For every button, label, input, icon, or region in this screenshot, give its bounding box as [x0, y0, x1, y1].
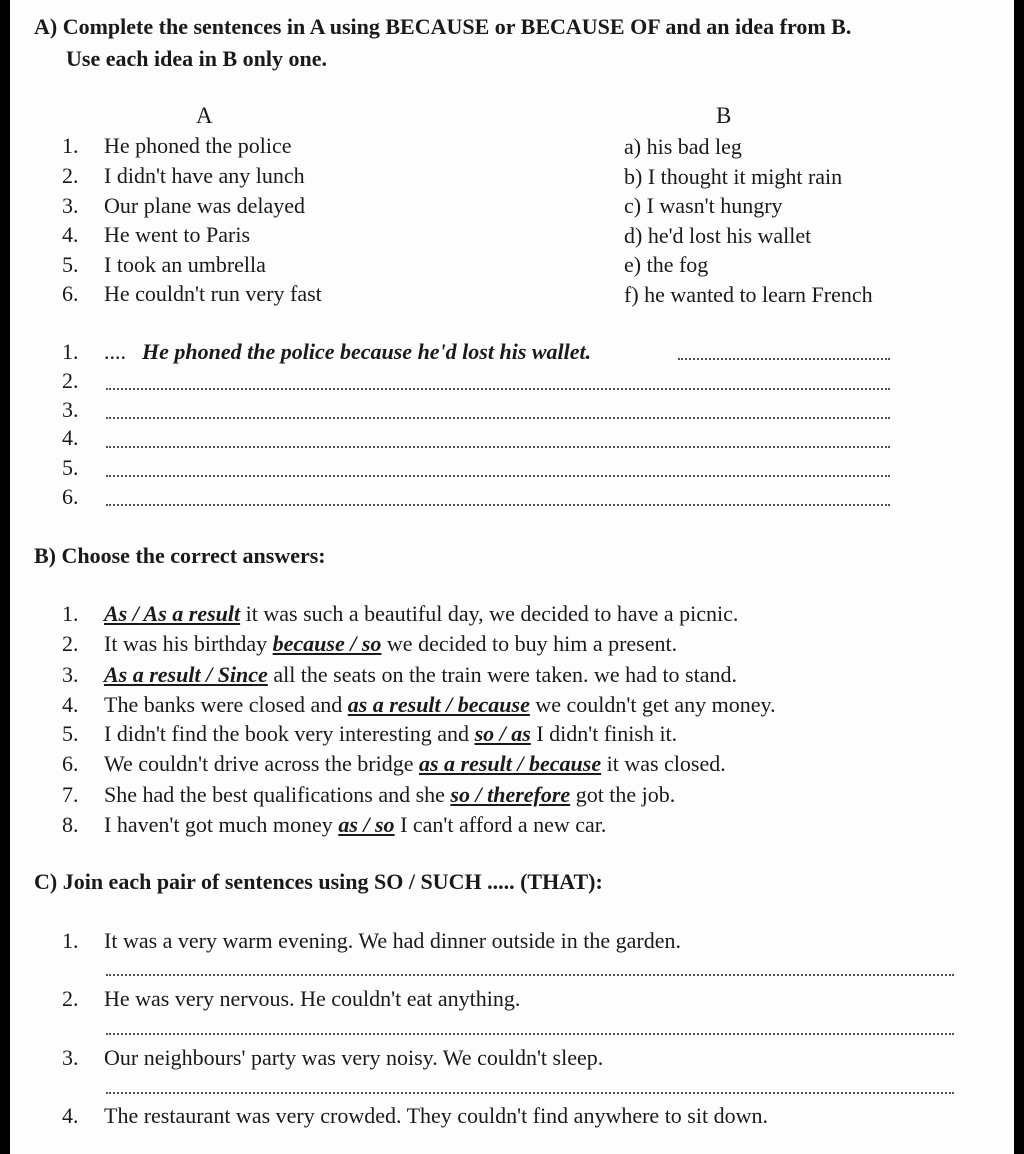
list-a-item: 6. He couldn't run very fast	[62, 281, 322, 306]
worksheet	[10, 0, 1014, 1154]
answer-line[interactable]	[106, 504, 890, 506]
join-item: 1. It was a very warm evening. We had dinner outside in the garden.	[62, 928, 681, 953]
answer-line[interactable]	[106, 1092, 954, 1094]
choice-item: 5. I didn't find the book very interesting and so / as I didn't finish it.	[62, 721, 678, 746]
list-b-item: d) he'd lost his wallet	[624, 223, 812, 248]
list-a-item: 3. Our plane was delayed	[62, 193, 305, 218]
choice-options[interactable]: as a result / because	[418, 751, 602, 776]
choice-item: 7. She had the best qualifications and she so / therefore got the job.	[62, 782, 676, 807]
answer-number: 3.	[62, 397, 79, 422]
answer-line[interactable]	[106, 1033, 954, 1035]
answer-line[interactable]	[106, 475, 890, 477]
answer-number: 6.	[62, 484, 79, 509]
answer-number: 4.	[62, 425, 79, 450]
answer-line[interactable]	[678, 358, 890, 360]
choice-options[interactable]: As / As a result	[104, 601, 241, 626]
column-b-label: B	[716, 103, 732, 128]
answer-number: 1.	[62, 339, 79, 364]
answer-line[interactable]	[106, 974, 954, 976]
choice-options[interactable]: so / therefore	[450, 782, 571, 807]
section-c-heading: C) Join each pair of sentences using SO / SUCH ..... (THAT):	[34, 869, 603, 894]
list-b-item: b) I thought it might rain	[624, 164, 843, 189]
answer-prefix: ....	[104, 339, 126, 364]
answer-line[interactable]	[106, 388, 890, 390]
choice-options[interactable]: as / so	[338, 812, 395, 837]
list-b-item: c) I wasn't hungry	[624, 193, 783, 218]
choice-item: 3. As a result / Since all the seats on the train were taken. we had to stand.	[62, 662, 737, 687]
answer-number: 2.	[62, 368, 79, 393]
choice-options[interactable]: as a result / because	[347, 692, 530, 717]
list-b-item: a) his bad leg	[624, 134, 742, 159]
section-a-subheading: Use each idea in B only one.	[66, 46, 327, 71]
choice-item: 1. As / As a result it was such a beautiful day, we decided to have a picnic.	[62, 601, 739, 626]
choice-options[interactable]: As a result / Since	[104, 662, 268, 687]
answer-line[interactable]	[106, 446, 890, 448]
choice-item: 2. It was his birthday because / so we decided to buy him a present.	[62, 631, 678, 656]
join-item: 3. Our neighbours' party was very noisy. We couldn't sleep.	[62, 1045, 604, 1070]
section-a-heading: A) Complete the sentences in A using BECAUSE or BECAUSE OF and an idea from B.	[34, 14, 852, 39]
answer-line[interactable]	[106, 417, 890, 419]
join-item: 2. He was very nervous. He couldn't eat anything.	[62, 986, 521, 1011]
list-b-item: e) the fog	[624, 252, 709, 277]
list-a-item: 2. I didn't have any lunch	[62, 163, 305, 188]
join-item: 4. The restaurant was very crowded. They couldn't find anywhere to sit down.	[62, 1103, 768, 1128]
choice-options[interactable]: so / as	[474, 721, 531, 746]
list-a-item: 5. I took an umbrella	[62, 252, 266, 277]
list-a-item: 4. He went to Paris	[62, 222, 251, 247]
choice-options[interactable]: because / so	[272, 631, 382, 656]
choice-item: 6. We couldn't drive across the bridge as a result / because it was closed.	[62, 751, 726, 776]
example-answer: He phoned the police because he'd lost his wallet.	[142, 339, 592, 364]
column-a-label: A	[196, 103, 213, 128]
section-b-heading: B) Choose the correct answers:	[34, 543, 326, 568]
choice-item: 4. The banks were closed and as a result / because we couldn't get any money.	[62, 692, 776, 717]
choice-item: 8. I haven't got much money as / so I can't afford a new car.	[62, 812, 607, 837]
list-a-item: 1. He phoned the police	[62, 133, 292, 158]
answer-number: 5.	[62, 455, 79, 480]
list-b-item: f) he wanted to learn French	[624, 282, 873, 307]
